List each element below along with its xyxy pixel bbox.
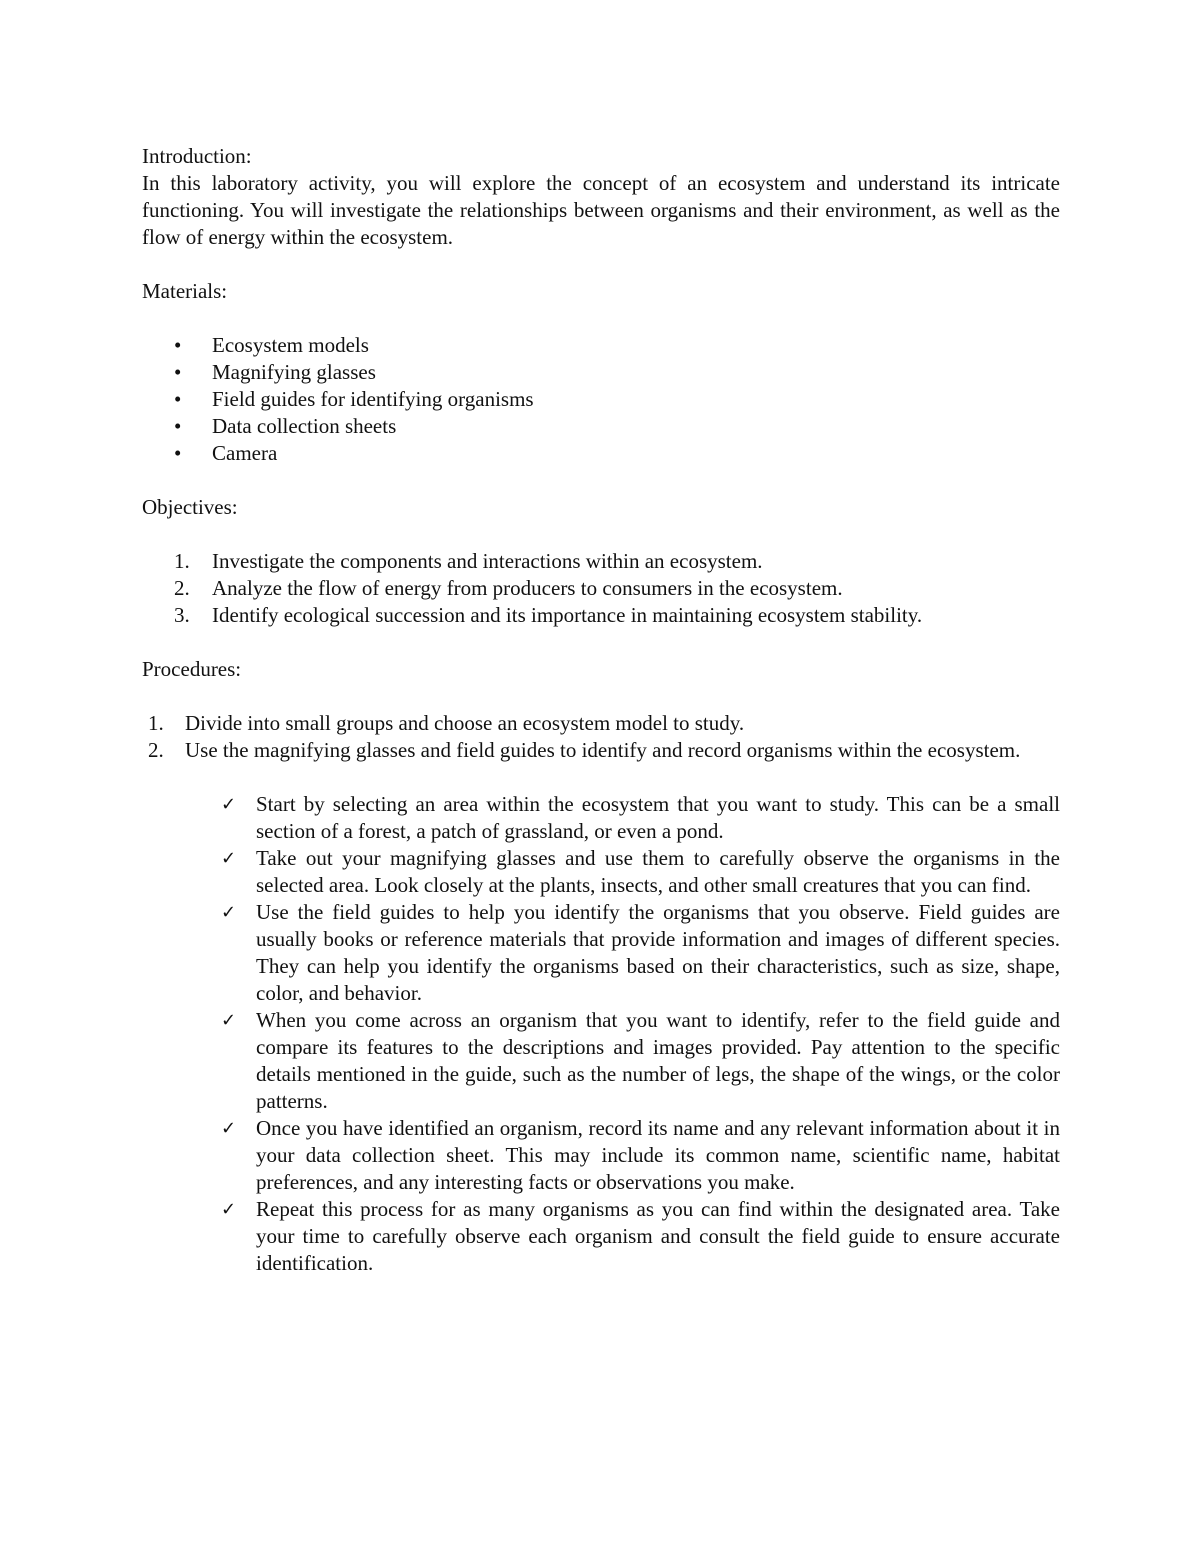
spacer [142, 629, 1060, 656]
spacer [142, 305, 1060, 332]
procedures-list [142, 710, 1060, 764]
checkmark-icon: ✓ [221, 848, 237, 869]
substep-text: Start by selecting an area within the ecosystem that you want to study. This can be a small section of a forest, a patch of grassland, or even a pond. [256, 792, 1060, 843]
substep-text: Take out your magnifying glasses and use them to carefully observe the organisms in the selected area. Look closely at the plants, insects, and other small creatures that you can find. [256, 846, 1060, 897]
procedure-substeps [221, 791, 1060, 1277]
list-item [221, 1007, 1060, 1115]
introduction-heading: Introduction: [142, 144, 252, 168]
item-number: 2. [148, 738, 164, 762]
checkmark-icon: ✓ [221, 1118, 237, 1139]
item-number: 2. [174, 576, 190, 600]
materials-list [142, 332, 1060, 467]
bullet-icon: • [174, 360, 182, 384]
materials-heading: Materials: [142, 279, 228, 303]
list-item [221, 791, 1060, 845]
list-item [142, 737, 1060, 764]
item-number: 1. [174, 549, 190, 573]
spacer [142, 521, 1060, 548]
procedure-text: Divide into small groups and choose an ecosystem model to study. [185, 711, 745, 735]
objective-text: Identify ecological succession and its importance in maintaining ecosystem stability. [212, 603, 923, 627]
spacer [142, 251, 1060, 278]
objectives-heading: Objectives: [142, 495, 238, 519]
checkmark-icon: ✓ [221, 794, 237, 815]
list-item [142, 710, 1060, 737]
list-item [142, 413, 1060, 440]
spacer [142, 467, 1060, 494]
list-item [142, 575, 1060, 602]
substep-text: Once you have identified an organism, record its name and any relevant information about it in your data collection sheet. This may include its common name, scientific name, habitat preferences, and any interesting facts or observations you make. [256, 1116, 1060, 1194]
bullet-icon: • [174, 414, 182, 438]
list-item [221, 845, 1060, 899]
substep-text: Repeat this process for as many organisms as you can find within the designated area. Take your time to carefully observe each organism and consult the field guide to ensure accurate identification. [256, 1197, 1060, 1275]
checkmark-icon: ✓ [221, 1199, 237, 1220]
objective-text: Investigate the components and interactions within an ecosystem. [212, 549, 763, 573]
material-item: Ecosystem models [212, 333, 369, 357]
list-item [221, 899, 1060, 1007]
material-item: Camera [212, 441, 278, 465]
bullet-icon: • [174, 441, 182, 465]
substep-text: When you come across an organism that you want to identify, refer to the field guide and compare its features to the descriptions and images provided. Pay attention to the specific details mentioned in the guide, such as the number of legs, the shape of the wings, or the color patterns. [256, 1008, 1060, 1113]
objective-text: Analyze the flow of energy from producers to consumers in the ecosystem. [212, 576, 843, 600]
list-item [142, 602, 1060, 629]
checkmark-icon: ✓ [221, 1010, 237, 1031]
list-item [142, 548, 1060, 575]
material-item: Magnifying glasses [212, 360, 376, 384]
checkmark-icon: ✓ [221, 902, 237, 923]
bullet-icon: • [174, 387, 182, 411]
document-page [142, 143, 1060, 1277]
list-item [142, 386, 1060, 413]
bullet-icon: • [174, 333, 182, 357]
list-item [142, 359, 1060, 386]
substep-text: Use the field guides to help you identify the organisms that you observe. Field guides are usually books or reference materials that provide information and images of different species. They can help you identify the organisms based on their characteristics, such as size, shape, color, and behavior. [256, 900, 1060, 1005]
list-item [221, 1196, 1060, 1277]
procedure-text: Use the magnifying glasses and field guides to identify and record organisms within the ecosystem. [185, 738, 1021, 762]
list-item [142, 440, 1060, 467]
objectives-list [142, 548, 1060, 629]
material-item: Field guides for identifying organisms [212, 387, 534, 411]
spacer [142, 764, 1060, 791]
list-item [142, 332, 1060, 359]
item-number: 3. [174, 603, 190, 627]
material-item: Data collection sheets [212, 414, 397, 438]
introduction-text: In this laboratory activity, you will explore the concept of an ecosystem and understand its intricate functioning. You will investigate the relationships between organisms and their environment, as well as the flow of energy within the ecosystem. [142, 171, 1060, 249]
spacer [142, 683, 1060, 710]
list-item [221, 1115, 1060, 1196]
procedures-heading: Procedures: [142, 657, 242, 681]
item-number: 1. [148, 711, 164, 735]
